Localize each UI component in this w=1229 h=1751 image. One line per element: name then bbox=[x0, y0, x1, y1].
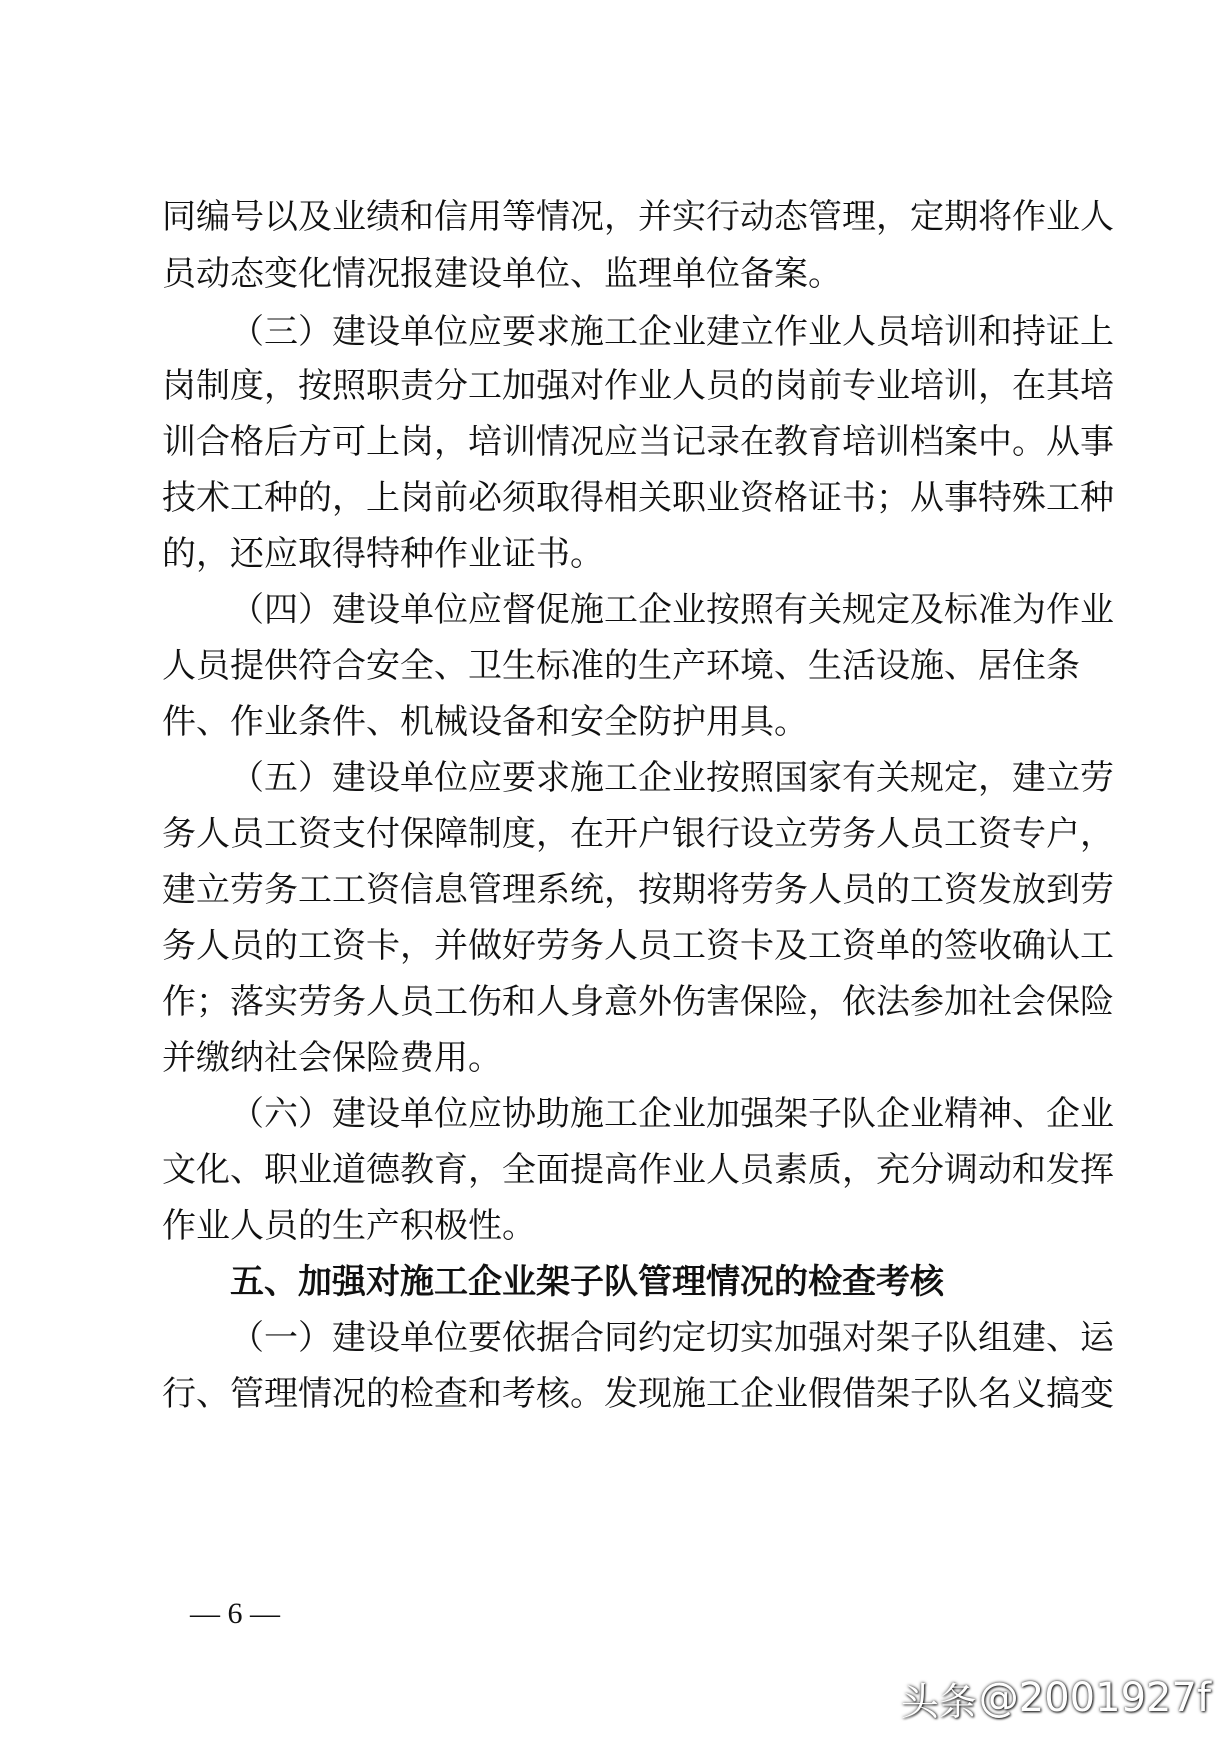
watermark-handle: @2001927f bbox=[978, 1675, 1211, 1721]
text-line: 的，还应取得特种作业证书。 bbox=[162, 534, 604, 574]
text-line: 作；落实劳务人员工伤和人身意外伤害保险，依法参加社会保险 bbox=[162, 982, 1114, 1022]
text-line: 员动态变化情况报建设单位、监理单位备案。 bbox=[162, 254, 842, 294]
text-line: 建立劳务工工资信息管理系统，按期将劳务人员的工资发放到劳 bbox=[162, 870, 1114, 910]
text-line: 件、作业条件、机械设备和安全防护用具。 bbox=[162, 702, 808, 742]
text-line: 文化、职业道德教育，全面提高作业人员素质，充分调动和发挥 bbox=[162, 1150, 1114, 1190]
text-line: 岗制度，按照职责分工加强对作业人员的岗前专业培训，在其培 bbox=[162, 366, 1114, 406]
paragraph-5-start: （五）建设单位应要求施工企业按照国家有关规定，建立劳 bbox=[230, 758, 1114, 798]
text-line: 训合格后方可上岗，培训情况应当记录在教育培训档案中。从事 bbox=[162, 422, 1114, 462]
watermark-brand: 头条 bbox=[900, 1679, 977, 1724]
section-heading: 五、加强对施工企业架子队管理情况的检查考核 bbox=[230, 1262, 944, 1302]
text-line: 务人员工资支付保障制度，在开户银行设立劳务人员工资专户， bbox=[162, 814, 1114, 854]
text-line: 行、管理情况的检查和考核。发现施工企业假借架子队名义搞变 bbox=[162, 1374, 1114, 1414]
watermark bbox=[901, 1668, 1211, 1728]
text-line: 务人员的工资卡，并做好劳务人员工资卡及工资单的签收确认工 bbox=[162, 926, 1114, 966]
paragraph-6-start: （六）建设单位应协助施工企业加强架子队企业精神、企业 bbox=[230, 1094, 1114, 1134]
text-line: 同编号以及业绩和信用等情况，并实行动态管理，定期将作业人 bbox=[162, 197, 1114, 237]
text-line: 技术工种的，上岗前必须取得相关职业资格证书；从事特殊工种 bbox=[162, 478, 1114, 518]
paragraph-3-start: （三）建设单位应要求施工企业建立作业人员培训和持证上 bbox=[230, 312, 1114, 352]
page-number: — 6 — bbox=[190, 1597, 280, 1630]
paragraph-4-start: （四）建设单位应督促施工企业按照有关规定及标准为作业 bbox=[230, 590, 1114, 630]
text-line: 人员提供符合安全、卫生标准的生产环境、生活设施、居住条 bbox=[162, 646, 1080, 686]
text-line: 作业人员的生产积极性。 bbox=[162, 1206, 536, 1246]
paragraph-1-start: （一）建设单位要依据合同约定切实加强对架子队组建、运 bbox=[230, 1318, 1114, 1358]
text-line: 并缴纳社会保险费用。 bbox=[162, 1038, 502, 1078]
